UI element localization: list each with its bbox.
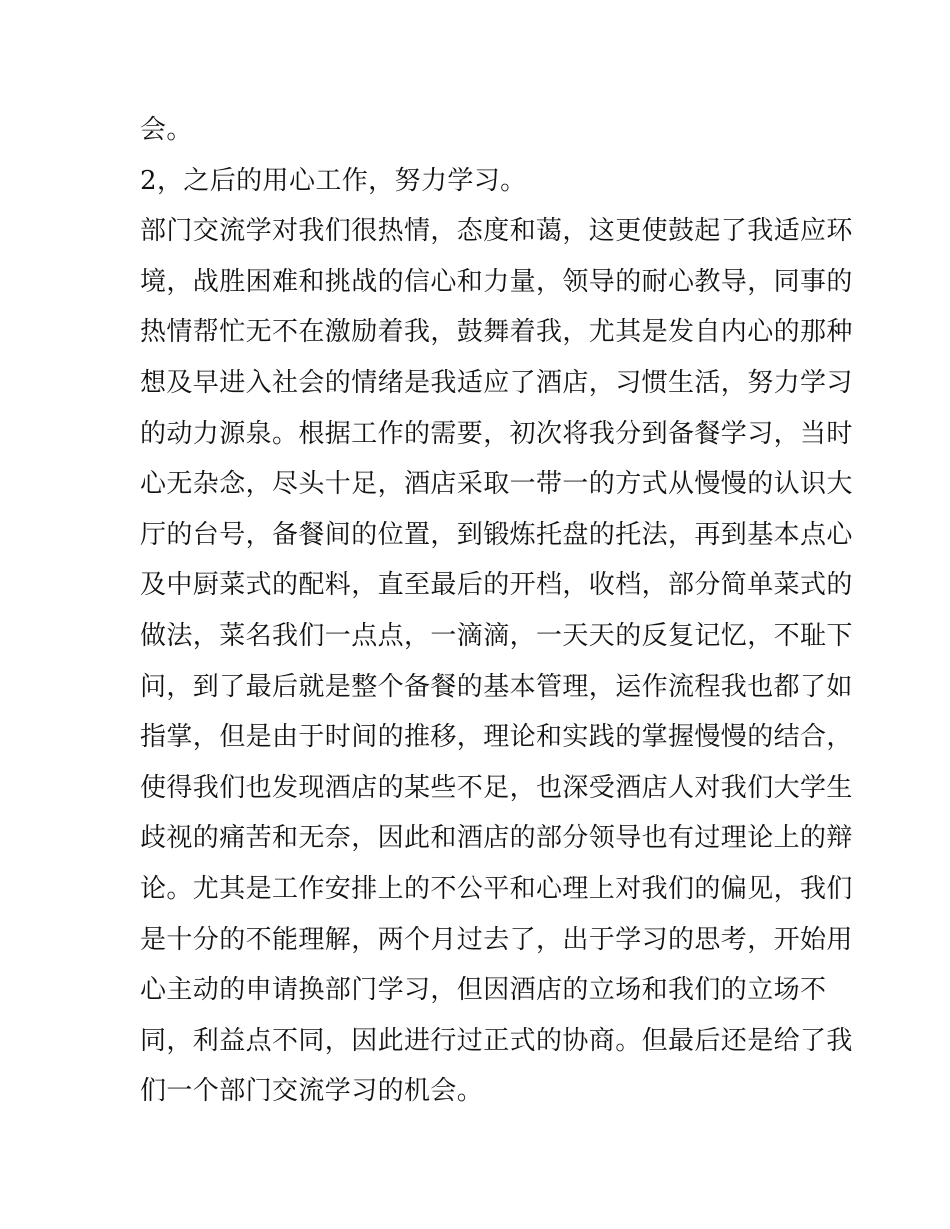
text-line: 同，利益点不同，因此进行过正式的协商。但最后还是给了我: [140, 1025, 853, 1056]
text-line: 想及早进入社会的情绪是我适应了酒店，习惯生活，努力学习: [140, 367, 853, 398]
text-line: 心主动的申请换部门学习，但因酒店的立场和我们的立场不: [140, 975, 827, 1006]
text-line: 部门交流学对我们很热情，态度和蔼，这更使鼓起了我适应环: [140, 216, 853, 247]
text-line: 论。尤其是工作安排上的不公平和心理上对我们的偏见，我们: [140, 873, 853, 904]
text-line: 做法，菜名我们一点点，一滴滴，一天天的反复记忆，不耻下: [140, 620, 853, 651]
section-heading: 2，之后的用心工作，努力学习。: [140, 165, 527, 196]
text-line: 境，战胜困难和挑战的信心和力量，领导的耐心教导，同事的: [140, 266, 853, 297]
document-body: [140, 105, 853, 1117]
text-line: 会。: [140, 115, 193, 145]
text-line: 问，到了最后就是整个备餐的基本管理，运作流程我也都了如: [140, 671, 853, 702]
text-line: 歧视的痛苦和无奈，因此和酒店的部分领导也有过理论上的辩: [140, 823, 853, 854]
text-line: 心无杂念，尽头十足，酒店采取一带一的方式从慢慢的认识大: [140, 469, 853, 500]
text-line: 们一个部门交流学习的机会。: [140, 1076, 484, 1107]
text-line: 是十分的不能理解，两个月过去了，出于学习的思考，开始用: [140, 924, 853, 955]
text-line: 指掌，但是由于时间的推移，理论和实践的掌握慢慢的结合，: [140, 722, 853, 753]
text-line: 使得我们也发现酒店的某些不足，也深受酒店人对我们大学生: [140, 772, 853, 803]
text-line: 厅的台号，备餐间的位置，到锻炼托盘的托法，再到基本点心: [140, 519, 853, 550]
text-line: 及中厨菜式的配料，直至最后的开档，收档，部分简单菜式的: [140, 570, 853, 601]
text-line: 热情帮忙无不在激励着我，鼓舞着我，尤其是发自内心的那种: [140, 317, 853, 348]
text-line: 的动力源泉。根据工作的需要，初次将我分到备餐学习，当时: [140, 418, 853, 449]
